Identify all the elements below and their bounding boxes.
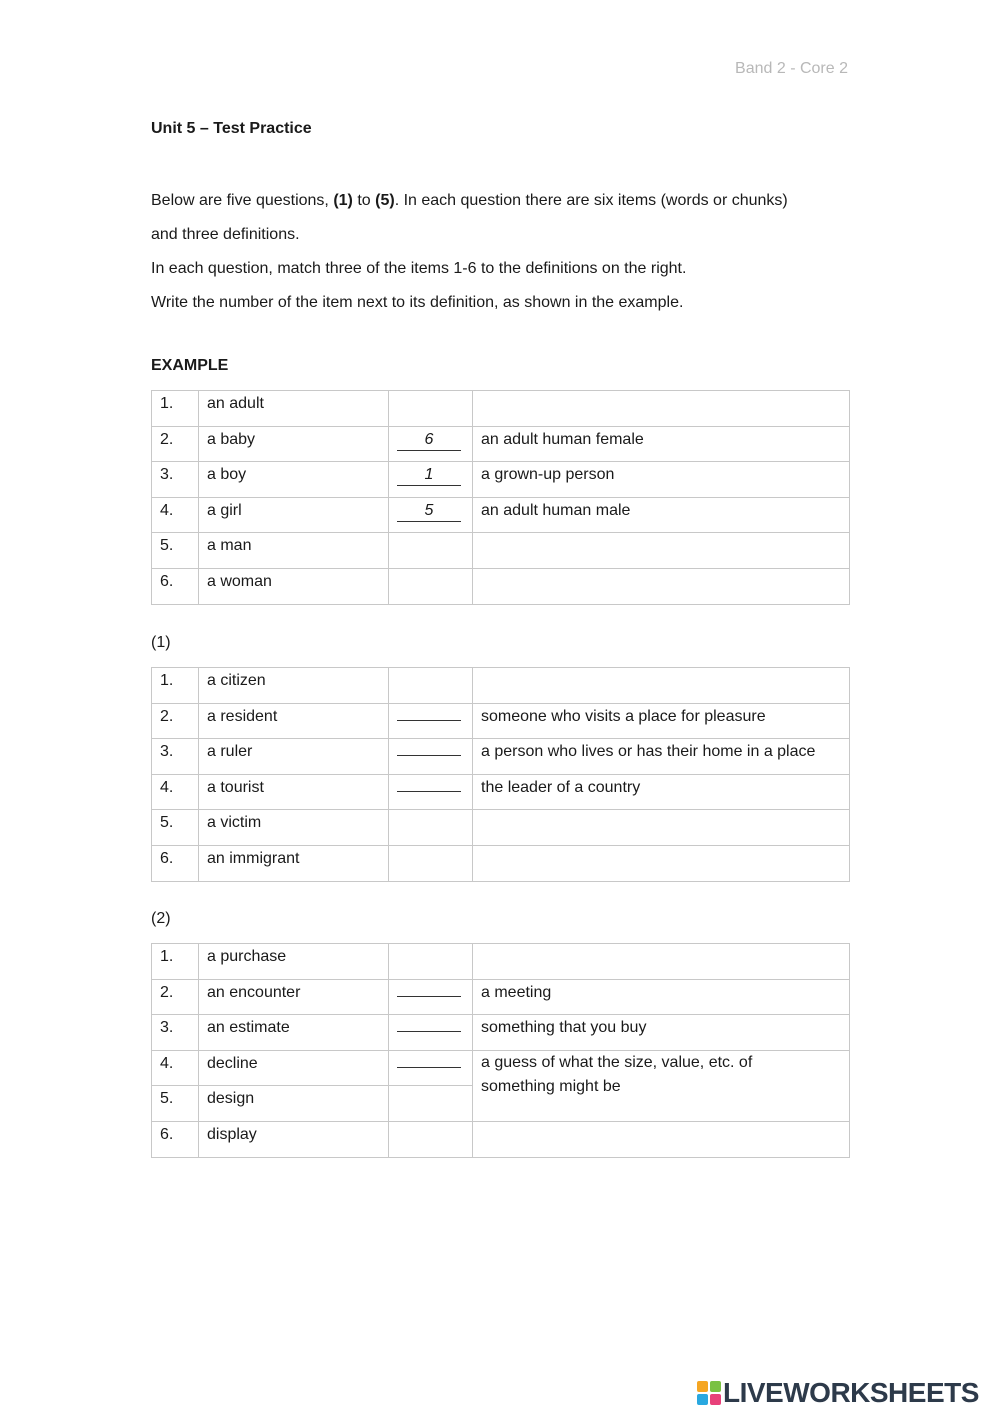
answer-cell	[389, 810, 473, 846]
item-number: 1.	[152, 391, 199, 427]
definition	[473, 845, 850, 881]
item-text: display	[199, 1121, 389, 1157]
answer-cell	[389, 774, 473, 810]
definition-line-1: a guess of what the size, value, etc. of	[481, 1053, 753, 1071]
item-text: decline	[199, 1050, 389, 1086]
item-text: a ruler	[199, 739, 389, 775]
table-row	[152, 391, 850, 427]
item-number: 1.	[152, 944, 199, 980]
answer-cell	[389, 739, 473, 775]
definition: an adult human female	[473, 426, 850, 462]
logo-text: LIVEWORKSHEETS	[723, 1377, 979, 1408]
item-text: a woman	[199, 568, 389, 604]
item-text: a resident	[199, 703, 389, 739]
answer-cell	[389, 533, 473, 569]
answer-cell	[389, 426, 473, 462]
item-number: 1.	[152, 668, 199, 704]
definition: a meeting	[473, 979, 850, 1015]
definition	[473, 533, 850, 569]
item-text: an estimate	[199, 1015, 389, 1051]
item-text: an encounter	[199, 979, 389, 1015]
item-number: 3.	[152, 1015, 199, 1051]
table-row	[152, 774, 850, 810]
answer-blank[interactable]	[397, 1031, 461, 1032]
item-text: an immigrant	[199, 845, 389, 881]
table-row	[152, 845, 850, 881]
item-number: 6.	[152, 1121, 199, 1157]
answer-cell	[389, 568, 473, 604]
answer-cell	[389, 1086, 473, 1122]
table-row	[152, 739, 850, 775]
answer-cell	[389, 462, 473, 498]
question-1-table	[151, 667, 850, 882]
item-number: 4.	[152, 774, 199, 810]
definition: a person who lives or has their home in a place	[473, 739, 850, 775]
example-answer: 5	[397, 501, 461, 522]
definition	[473, 568, 850, 604]
table-row	[152, 979, 850, 1015]
item-number: 5.	[152, 533, 199, 569]
answer-cell	[389, 944, 473, 980]
definition	[473, 668, 850, 704]
definition	[473, 1050, 850, 1121]
item-number: 3.	[152, 739, 199, 775]
answer-cell	[389, 391, 473, 427]
answer-cell	[389, 1050, 473, 1086]
definition	[473, 1121, 850, 1157]
answer-cell	[389, 668, 473, 704]
instructions-line-3: In each question, match three of the items 1-6 to the definitions on the right.	[151, 260, 687, 277]
item-text: an adult	[199, 391, 389, 427]
item-text: a boy	[199, 462, 389, 498]
item-number: 2.	[152, 703, 199, 739]
item-number: 3.	[152, 462, 199, 498]
answer-cell	[389, 1015, 473, 1051]
item-number: 2.	[152, 979, 199, 1015]
answer-blank[interactable]	[397, 720, 461, 721]
logo-grid-icon	[697, 1381, 721, 1405]
definition	[473, 810, 850, 846]
definition	[473, 391, 850, 427]
table-row	[152, 1015, 850, 1051]
table-row	[152, 668, 850, 704]
item-text: a baby	[199, 426, 389, 462]
item-number: 5.	[152, 1086, 199, 1122]
answer-cell	[389, 979, 473, 1015]
question-2-label: (2)	[151, 910, 171, 927]
instructions-line-4: Write the number of the item next to its definition, as shown in the example.	[151, 294, 684, 311]
definition: an adult human male	[473, 497, 850, 533]
instructions-line-1: Below are five questions, (1) to (5). In each question there are six items (words or chunks)	[151, 192, 788, 209]
table-row	[152, 1050, 850, 1086]
example-table	[151, 390, 850, 605]
example-answer: 1	[397, 465, 461, 486]
question-1-label: (1)	[151, 634, 171, 651]
item-text: a girl	[199, 497, 389, 533]
item-text: a victim	[199, 810, 389, 846]
table-row	[152, 810, 850, 846]
item-number: 2.	[152, 426, 199, 462]
instructions	[151, 184, 851, 320]
answer-blank[interactable]	[397, 996, 461, 997]
answer-cell	[389, 497, 473, 533]
answer-blank[interactable]	[397, 791, 461, 792]
instructions-line-2: and three definitions.	[151, 226, 300, 243]
definition-line-2: something might be	[481, 1077, 621, 1095]
answer-blank[interactable]	[397, 1067, 461, 1068]
item-number: 6.	[152, 568, 199, 604]
item-text: design	[199, 1086, 389, 1122]
question-2-table	[151, 943, 850, 1158]
liveworksheets-logo	[697, 1376, 979, 1410]
answer-cell	[389, 703, 473, 739]
definition: a grown-up person	[473, 462, 850, 498]
table-row	[152, 533, 850, 569]
item-text: a citizen	[199, 668, 389, 704]
definition	[473, 944, 850, 980]
table-row	[152, 497, 850, 533]
table-row	[152, 426, 850, 462]
item-number: 6.	[152, 845, 199, 881]
item-text: a purchase	[199, 944, 389, 980]
definition: someone who visits a place for pleasure	[473, 703, 850, 739]
item-number: 5.	[152, 810, 199, 846]
item-number: 4.	[152, 497, 199, 533]
header-band: Band 2 - Core 2	[735, 60, 848, 77]
table-row	[152, 703, 850, 739]
answer-cell	[389, 1121, 473, 1157]
item-text: a tourist	[199, 774, 389, 810]
item-text: a man	[199, 533, 389, 569]
answer-cell	[389, 845, 473, 881]
table-row	[152, 944, 850, 980]
answer-blank[interactable]	[397, 755, 461, 756]
table-row	[152, 462, 850, 498]
item-number: 4.	[152, 1050, 199, 1086]
table-row	[152, 568, 850, 604]
definition: something that you buy	[473, 1015, 850, 1051]
table-row	[152, 1121, 850, 1157]
definition: the leader of a country	[473, 774, 850, 810]
example-answer: 6	[397, 430, 461, 451]
page-title: Unit 5 – Test Practice	[151, 120, 312, 137]
example-label: EXAMPLE	[151, 357, 229, 374]
